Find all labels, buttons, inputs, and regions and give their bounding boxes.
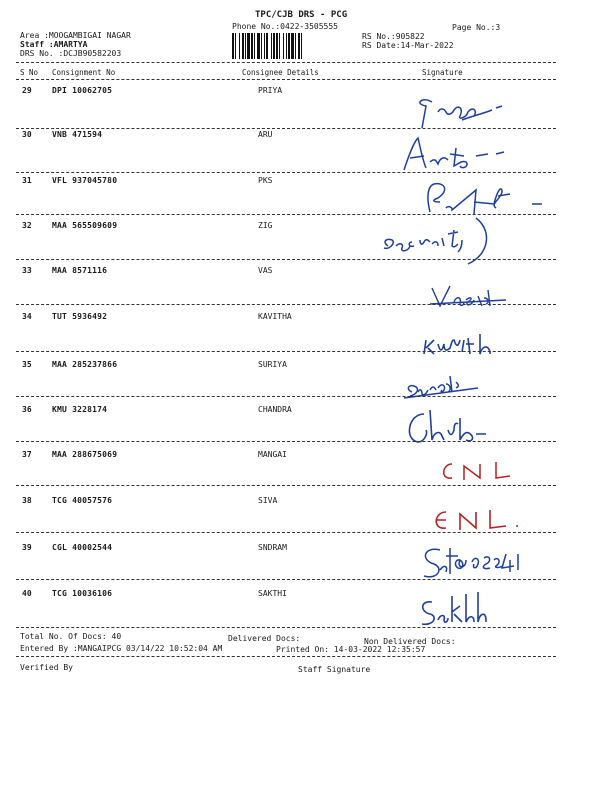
area-field: Area :MOOGAMBIGAI NAGAR bbox=[20, 31, 131, 40]
signature-vasu bbox=[426, 280, 536, 314]
signature-cnl-1 bbox=[424, 456, 534, 488]
row-consignee: MANGAI bbox=[258, 450, 287, 459]
signature-security bbox=[372, 210, 502, 270]
drs-number: DRS No. :DCJB90582203 bbox=[20, 49, 122, 58]
row-sno: 35 bbox=[22, 360, 32, 369]
row-consignee: VAS bbox=[258, 266, 273, 275]
footer-divider-bottom bbox=[16, 656, 556, 657]
row-consignee: PRIYA bbox=[258, 86, 283, 95]
barcode bbox=[232, 33, 354, 59]
phone-number: Phone No.:0422-3505555 bbox=[232, 22, 338, 31]
row-sno: 37 bbox=[22, 450, 32, 459]
row-consignment: TCG 40057576 bbox=[52, 496, 113, 505]
staff-field: Staff :AMARTYA bbox=[20, 40, 88, 49]
row-sno: 34 bbox=[22, 312, 32, 321]
row-consignment: CGL 40002544 bbox=[52, 543, 113, 552]
col-consignee-header: Consignee Details bbox=[242, 68, 319, 77]
row-consignment: DPI 10062705 bbox=[52, 86, 113, 95]
col-consignment-header: Consignment No bbox=[52, 68, 116, 77]
row-consignee: SAKTHI bbox=[258, 589, 287, 598]
row-consignee: PKS bbox=[258, 176, 273, 185]
barcode-bar bbox=[302, 33, 305, 59]
row-divider bbox=[16, 351, 556, 352]
delivered-docs: Delivered Docs: bbox=[228, 634, 301, 643]
col-signature-header: Signature bbox=[422, 68, 463, 77]
non-delivered-docs: Non Delivered Docs: bbox=[364, 637, 456, 646]
row-divider bbox=[16, 396, 556, 397]
row-sno: 33 bbox=[22, 266, 32, 275]
footer-divider bbox=[16, 627, 556, 628]
row-sno: 30 bbox=[22, 130, 32, 139]
row-divider bbox=[16, 441, 556, 442]
header-divider-top bbox=[16, 62, 556, 63]
entered-by: Entered By :MANGAIPCG 03/14/22 10:52:04 AM bbox=[20, 644, 223, 653]
header-divider-bottom bbox=[16, 79, 556, 80]
row-divider bbox=[16, 485, 556, 486]
row-consignment: VFL 937045780 bbox=[52, 176, 118, 185]
row-consignment: MAA 285237866 bbox=[52, 360, 118, 369]
verified-by: Verified By bbox=[20, 663, 73, 672]
page-number: Page No.:3 bbox=[452, 23, 501, 32]
row-consignment: TCG 10036106 bbox=[52, 589, 113, 598]
printed-on: Printed On: 14-03-2022 12:35:57 bbox=[276, 645, 426, 654]
row-divider bbox=[16, 579, 556, 580]
row-divider bbox=[16, 128, 556, 129]
row-divider bbox=[16, 532, 556, 533]
col-sno-header: S No bbox=[20, 68, 39, 77]
row-sno: 36 bbox=[22, 405, 32, 414]
row-consignment: MAA 288675069 bbox=[52, 450, 118, 459]
signature-aru bbox=[392, 132, 532, 176]
row-sno: 40 bbox=[22, 589, 32, 598]
signature-kavitha bbox=[418, 330, 528, 360]
row-consignment: KMU 3228174 bbox=[52, 405, 108, 414]
row-divider bbox=[16, 259, 556, 260]
row-consignment: VNB 471594 bbox=[52, 130, 103, 139]
signature-sakthi bbox=[412, 588, 522, 632]
row-consignee: SNDRAM bbox=[258, 543, 287, 552]
row-sno: 29 bbox=[22, 86, 32, 95]
rs-date: RS Date:14-Mar-2022 bbox=[362, 41, 454, 50]
row-divider bbox=[16, 172, 556, 173]
row-consignee: KAVITHA bbox=[258, 312, 292, 321]
row-consignment: TUT 5936492 bbox=[52, 312, 108, 321]
row-consignee: ZIG bbox=[258, 221, 273, 230]
row-sno: 38 bbox=[22, 496, 32, 505]
rs-number: RS No.:905822 bbox=[362, 32, 425, 41]
total-docs: Total No. Of Docs: 40 bbox=[20, 632, 122, 641]
row-consignment: MAA 565509609 bbox=[52, 221, 118, 230]
staff-signature: Staff Signature bbox=[298, 665, 371, 674]
row-consignee: ARU bbox=[258, 130, 273, 139]
row-consignee: SURIYA bbox=[258, 360, 287, 369]
row-sno: 39 bbox=[22, 543, 32, 552]
row-sno: 31 bbox=[22, 176, 32, 185]
row-consignment: MAA 8571116 bbox=[52, 266, 108, 275]
row-sno: 32 bbox=[22, 221, 32, 230]
row-consignee: CHANDRA bbox=[258, 405, 292, 414]
signature-priya bbox=[392, 88, 532, 130]
row-divider bbox=[16, 304, 556, 305]
sheet-title: TPC/CJB DRS - PCG bbox=[255, 10, 348, 20]
row-consignee: SIVA bbox=[258, 496, 278, 505]
